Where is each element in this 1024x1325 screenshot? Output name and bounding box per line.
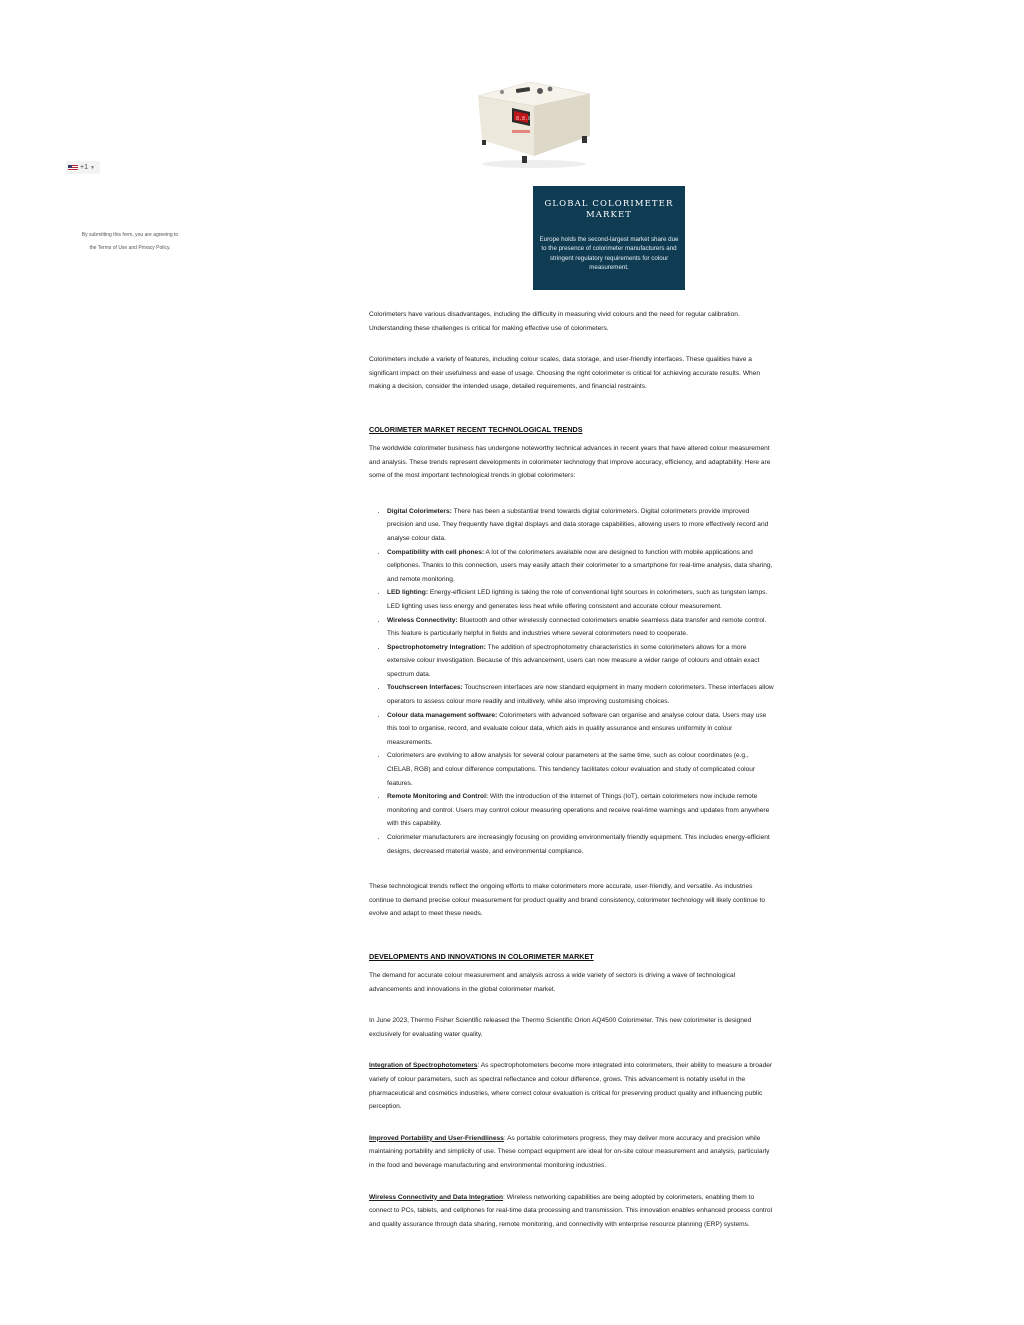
list-item: [387, 641, 775, 682]
developments-intro: The demand for accurate colour measurement and analysis across a wide variety of sectors is driving a wave of technological advancements and innovations in the global colorimeter market.: [369, 971, 736, 993]
trend-title: Compatibility with cell phones:: [387, 548, 485, 556]
list-item: [387, 505, 775, 546]
country-code-select[interactable]: [66, 161, 100, 174]
development-text: : As portable colorimeters progress, they may deliver more accuracy and precision while maintaining portability and simplicity of use. These compact equipment are ideal for on-site colour measurement and analysis, particularly in the food and beverage manufacturing and environmental monitoring industries.: [369, 1134, 770, 1169]
list-item: [387, 709, 775, 750]
trend-text: Bluetooth and other wirelessly connected colorimeters enable seamless data transfer and remote control. This feature is particularly helpful in fields and industries where several colorimeters need to cooperate.: [387, 616, 767, 638]
infographic-title-line-2: MARKET: [585, 210, 633, 220]
trend-title: LED lighting:: [387, 589, 429, 597]
development-item: [369, 1059, 775, 1113]
trend-title: Touchscreen Interfaces:: [387, 684, 463, 692]
intro-paragraph-2: Colorimeters include a variety of features, including colour scales, data storage, and user-friendly interfaces. These qualities have a significant impact on their usefulness and ease of usage. Choosing the right colorimeter is critical for achieving accurate results. When making a decision, consider the intended usage, detailed requirements, and financial restraints.: [369, 356, 761, 391]
chevron-down-icon: ▼: [89, 164, 95, 171]
development-text: : As spectrophotometers become more integrated into colorimeters, their ability to measure a broader variety of colour parameters, such as spectral reflectance and colour difference, grows. This advancement is notably useful in the pharmaceutical and cosmetics industries, where correct colour evaluation is critical for preserving product quality and influencing public perception.: [369, 1062, 773, 1111]
trend-title: Wireless Connectivity:: [387, 616, 458, 624]
development-title: Improved Portability and User-Friendliness: [369, 1134, 504, 1142]
colorimeter-product-image: [472, 78, 594, 170]
trend-text: Colorimeter manufacturers are increasingly focusing on providing environmentally friendly equipment. This includes energy-efficient designs, decreased material waste, and environmental compliance.: [387, 834, 770, 855]
list-item: [387, 614, 775, 641]
display-readout: 8.8.8: [516, 116, 532, 122]
trend-text: A lot of the colorimeters available now are designed to function with mobile applications and cellphones. Thanks to this connection, users may easily attach their colorimeter to a smartphone for real-time analysis, data sharing, and remote monitoring.: [387, 548, 773, 583]
infographic-title-line-1: GLOBAL COLORIMETER: [544, 199, 674, 209]
development-item: [369, 1191, 775, 1232]
trend-text: Colorimeters are evolving to allow analysis for several colour parameters at the same time, such as colour coordinates (e.g., CIELAB, RGB) and colour difference computations. This tendency facilitates colour evaluation and study of complicated colour features.: [387, 752, 756, 787]
trends-intro: The worldwide colorimeter business has undergone noteworthy technical advances in recent years that have altered colour measurement and analysis. These trends represent developments in colorimeter technology that improve accuracy, efficiency, and adaptability. Here are some of the most important technological trends in global colorimeters:: [369, 444, 771, 480]
trend-text: Energy-efficient LED lighting is taking the role of conventional light sources in colorimeters, such as tungsten lamps. LED lighting uses less energy and generates less heat while offering consistent and accurate colour measurement.: [387, 589, 768, 610]
list-item: [387, 790, 775, 831]
list-item: [387, 681, 775, 708]
trend-text: The addition of spectrophotometry characteristics in some colorimeters allows for a more extensive colour investigation. Because of this advancement, users can now measure a wider range of colours and obtain exact spectrum data.: [387, 643, 760, 678]
trend-text: Colorimeters with advanced software can organise and analyse colour data. Users may use this tool to organise, record, and evaluate colour data, which aids in quality assurance and ensures uniformity in colour measurements.: [387, 711, 767, 746]
infographic-text: Europe holds the second-largest market share due to the presence of colorimeter manufacturers and stringent regulatory requirements for colour measurement.: [539, 236, 679, 272]
phone-code: +1: [80, 164, 88, 171]
us-flag-icon: [68, 165, 78, 171]
development-title: Integration of Spectrophotometers: [369, 1062, 478, 1070]
trend-title: Colour data management software:: [387, 711, 498, 719]
trend-text: There has been a substantial trend towards digital colorimeters. Digital colorimeters provide improved precision and use. They frequently have digital displays and data storage capabilities, allowing users to more effectively record and analyse colour data.: [387, 507, 769, 542]
list-item: [387, 831, 775, 858]
consent-line-2: the Terms of Use and Privacy Policy.: [89, 245, 171, 251]
development-text: : Wireless networking capabilities are being adopted by colorimeters, enabling them to connect to PCs, tablets, and cellphones for real-time data processing and transmission. This innovation enables enhanced process control and quality assurance through data sharing, remote monitoring, and connectivity with enterprise resource planning (ERP) systems.: [369, 1193, 773, 1228]
infographic-title: [539, 199, 679, 221]
trend-text: Touchscreen interfaces are now standard equipment in many modern colorimeters. These interfaces allow operators to assess colour more readily and intuitively, while also improving customising choices.: [387, 684, 774, 706]
developments-heading: DEVELOPMENTS AND INNOVATIONS IN COLORIMETER MARKET: [369, 951, 594, 961]
trends-heading: COLORIMETER MARKET RECENT TECHNOLOGICAL TRENDS: [369, 424, 583, 434]
list-item: [387, 586, 775, 613]
trends-list: [369, 505, 775, 858]
intro-paragraph-1: Colorimeters have various disadvantages, including the difficulty in measuring vivid colours and the need for regular calibration. Understanding these challenges is critical for making effective use of colorimeters.: [369, 311, 740, 332]
developments-news: In June 2023, Thermo Fisher Scientific released the Thermo Scientific Orion AQ4500 Colorimeter. This new colorimeter is designed exclusively for evaluating water quality.: [369, 1017, 752, 1038]
trend-title: Remote Monitoring and Control:: [387, 793, 489, 801]
list-item: [387, 546, 775, 587]
trend-title: Spectrophotometry Integration:: [387, 643, 486, 651]
market-infographic: [533, 186, 685, 290]
list-item: [387, 749, 775, 790]
consent-line-1: By submitting this form, you are agreeing to: [81, 232, 179, 238]
development-item: [369, 1132, 775, 1173]
trend-text: With the introduction of the Internet of Things (IoT), certain colorimeters now include remote monitoring and control. Users may control colour measuring operations and receive real-time warnings and updates from anywhere with this capability.: [387, 793, 770, 828]
consent-note: [60, 229, 200, 255]
development-title: Wireless Connectivity and Data Integration: [369, 1193, 504, 1201]
article-body: [369, 308, 775, 1231]
trend-title: Digital Colorimeters:: [387, 507, 452, 515]
trends-outro: These technological trends reflect the ongoing efforts to make colorimeters more accurate, user-friendly, and versatile. As industries continue to demand precise colour measurement for product quality and brand consistency, colorimeter technology will likely continue to evolve and adapt to meet these needs.: [369, 883, 766, 918]
